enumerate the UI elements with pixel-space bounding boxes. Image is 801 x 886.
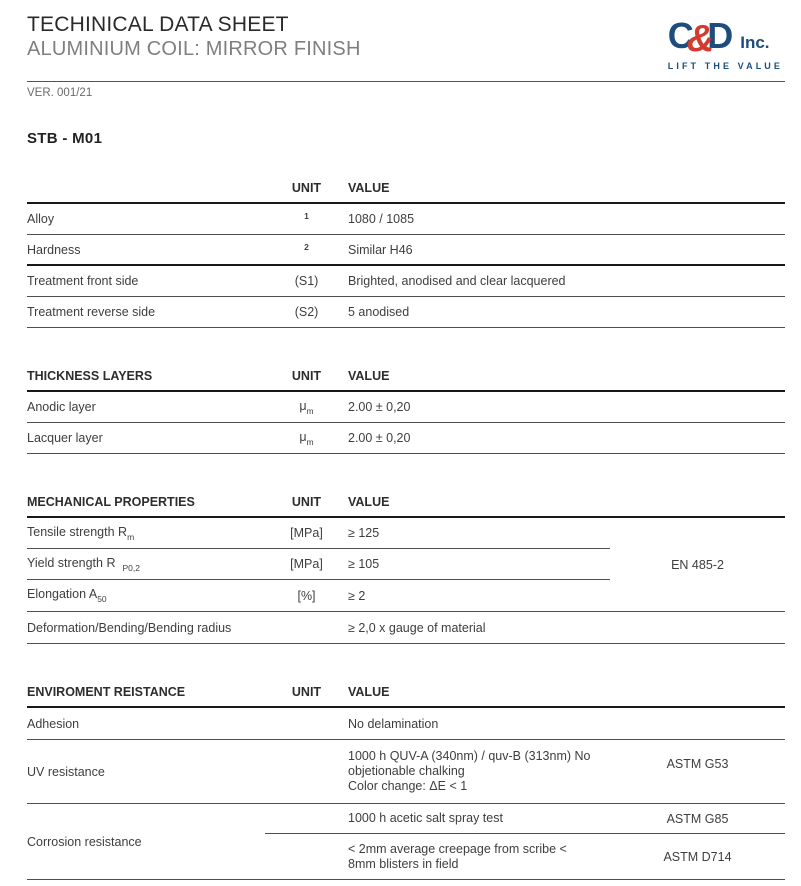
- mechanical-table: [27, 488, 785, 644]
- column-header-unit: UNIT: [291, 685, 322, 699]
- row-value: 1000 h acetic salt spray test: [348, 811, 503, 825]
- row-unit: (S2): [294, 305, 319, 319]
- row-value: [265, 842, 610, 872]
- table-row: [27, 235, 785, 266]
- row-value: 2.00 ± 0,20: [348, 400, 411, 414]
- table-row: [27, 580, 610, 611]
- column-header-unit: UNIT: [291, 495, 322, 509]
- logo-text: [667, 15, 783, 60]
- logo-ampersand: &: [686, 18, 715, 60]
- table-row: [27, 297, 785, 328]
- unit-superscript: 1: [304, 211, 309, 221]
- row-unit: [MPa]: [290, 526, 323, 540]
- section-header: THICKNESS LAYERS: [27, 369, 153, 383]
- page-title: TECHINICAL DATA SHEET: [27, 13, 289, 36]
- logo-letter-c: C: [667, 15, 694, 56]
- unit-symbol: μ: [299, 429, 307, 444]
- row-label: Treatment front side: [27, 274, 139, 288]
- row-label: Corrosion resistance: [27, 834, 142, 849]
- column-header-value: VALUE: [348, 685, 390, 699]
- column-header-value: VALUE: [348, 495, 390, 509]
- row-value: ≥ 2: [348, 588, 366, 603]
- thickness-table: [27, 362, 785, 454]
- document-header: [27, 12, 785, 71]
- value-line: 1000 h QUV-A (340nm) / quv-B (313nm) No: [348, 749, 591, 763]
- column-header-unit: UNIT: [291, 181, 322, 195]
- row-value: [348, 749, 610, 794]
- corrosion-subrows: [265, 804, 785, 879]
- title-block: [27, 12, 361, 61]
- table-header-row: [27, 174, 785, 204]
- table-header-row: [27, 488, 785, 518]
- row-standard: ASTM G53: [666, 757, 729, 771]
- table-subrow: [265, 804, 785, 834]
- section-header: ENVIROMENT REISTANCE: [27, 685, 186, 699]
- table-row: [27, 423, 785, 454]
- row-value: Similar H46: [348, 242, 413, 257]
- row-label: Anodic layer: [27, 400, 96, 414]
- row-label: Adhesion: [27, 716, 80, 731]
- row-unit: [265, 242, 348, 258]
- row-value: No delamination: [348, 716, 439, 731]
- row-unit: (S1): [294, 274, 319, 288]
- table-subrow: [265, 834, 785, 879]
- table-row: [27, 392, 785, 423]
- label-subscript: m: [127, 531, 135, 542]
- table-row: [27, 266, 785, 297]
- company-logo: [668, 17, 783, 71]
- unit-symbol: μ: [299, 398, 307, 413]
- general-table: [27, 174, 785, 328]
- row-value: Brighted, anodised and clear lacquered: [348, 274, 566, 288]
- table-row: [27, 204, 785, 235]
- value-line: objetionable chalking: [348, 764, 465, 778]
- unit-subscript: m: [306, 405, 314, 416]
- column-header-unit: UNIT: [291, 369, 322, 383]
- value-line: Color change: ΔE < 1: [348, 779, 468, 793]
- page-subtitle: ALUMINIUM COIL: MIRROR FINISH: [27, 38, 361, 60]
- unit-subscript: m: [306, 436, 314, 447]
- row-value: ≥ 2,0 x gauge of material: [348, 620, 486, 635]
- row-value: 2.00 ± 0,20: [348, 431, 411, 445]
- value-line: 8mm blisters in field: [348, 856, 459, 871]
- row-label: Hardness: [27, 242, 81, 257]
- column-header-value: VALUE: [348, 181, 390, 195]
- column-header-value: VALUE: [348, 369, 390, 383]
- row-value: ≥ 105: [348, 557, 380, 571]
- unit-superscript: 2: [304, 241, 309, 252]
- row-unit: [265, 211, 348, 227]
- table-row: [27, 612, 785, 644]
- table-row: [27, 740, 785, 804]
- section-header: MECHANICAL PROPERTIES: [27, 495, 195, 509]
- table-row: [27, 518, 610, 549]
- row-unit: [265, 399, 348, 416]
- environment-table: [27, 678, 785, 880]
- mechanical-rows: [27, 518, 610, 611]
- row-value: 5 anodised: [348, 305, 410, 319]
- row-unit: [265, 430, 348, 447]
- label-text: Tensile strength R: [27, 524, 128, 539]
- row-standard: EN 485-2: [671, 557, 724, 572]
- row-label: Lacquer layer: [27, 431, 103, 445]
- logo-suffix: Inc.: [740, 33, 770, 52]
- label-subscript: P0,2: [122, 562, 140, 573]
- table-row: [27, 708, 785, 740]
- mechanical-body: [27, 518, 785, 612]
- row-label: Deformation/Bending/Bending radius: [27, 620, 232, 635]
- table-row: [27, 549, 610, 580]
- header-divider: [27, 81, 785, 82]
- row-value: ≥ 125: [348, 526, 380, 540]
- row-label: UV resistance: [27, 764, 105, 779]
- row-unit: [%]: [297, 588, 316, 603]
- table-row: [27, 804, 785, 880]
- row-unit: [MPa]: [290, 557, 323, 571]
- row-value: 1080 / 1085: [348, 212, 415, 226]
- row-label: [27, 587, 265, 604]
- logo-letter-d: D: [707, 15, 734, 56]
- row-label: [27, 525, 265, 542]
- logo-tagline: LIFT THE VALUE: [667, 61, 783, 71]
- label-text: Elongation A: [27, 587, 98, 601]
- label-text: Yield strength R: [27, 555, 116, 570]
- label-subscript: 50: [97, 594, 107, 604]
- row-label: Alloy: [27, 212, 55, 226]
- row-standard: ASTM G85: [666, 811, 729, 826]
- row-label: Treatment reverse side: [27, 305, 156, 319]
- table-header-row: [27, 678, 785, 708]
- product-code: STB - M01: [27, 130, 103, 147]
- value-line: < 2mm average creepage from scribe <: [348, 841, 567, 856]
- row-label: [27, 556, 265, 573]
- version-label: VER. 001/21: [27, 87, 93, 99]
- table-header-row: [27, 362, 785, 392]
- row-standard: ASTM D714: [663, 849, 732, 864]
